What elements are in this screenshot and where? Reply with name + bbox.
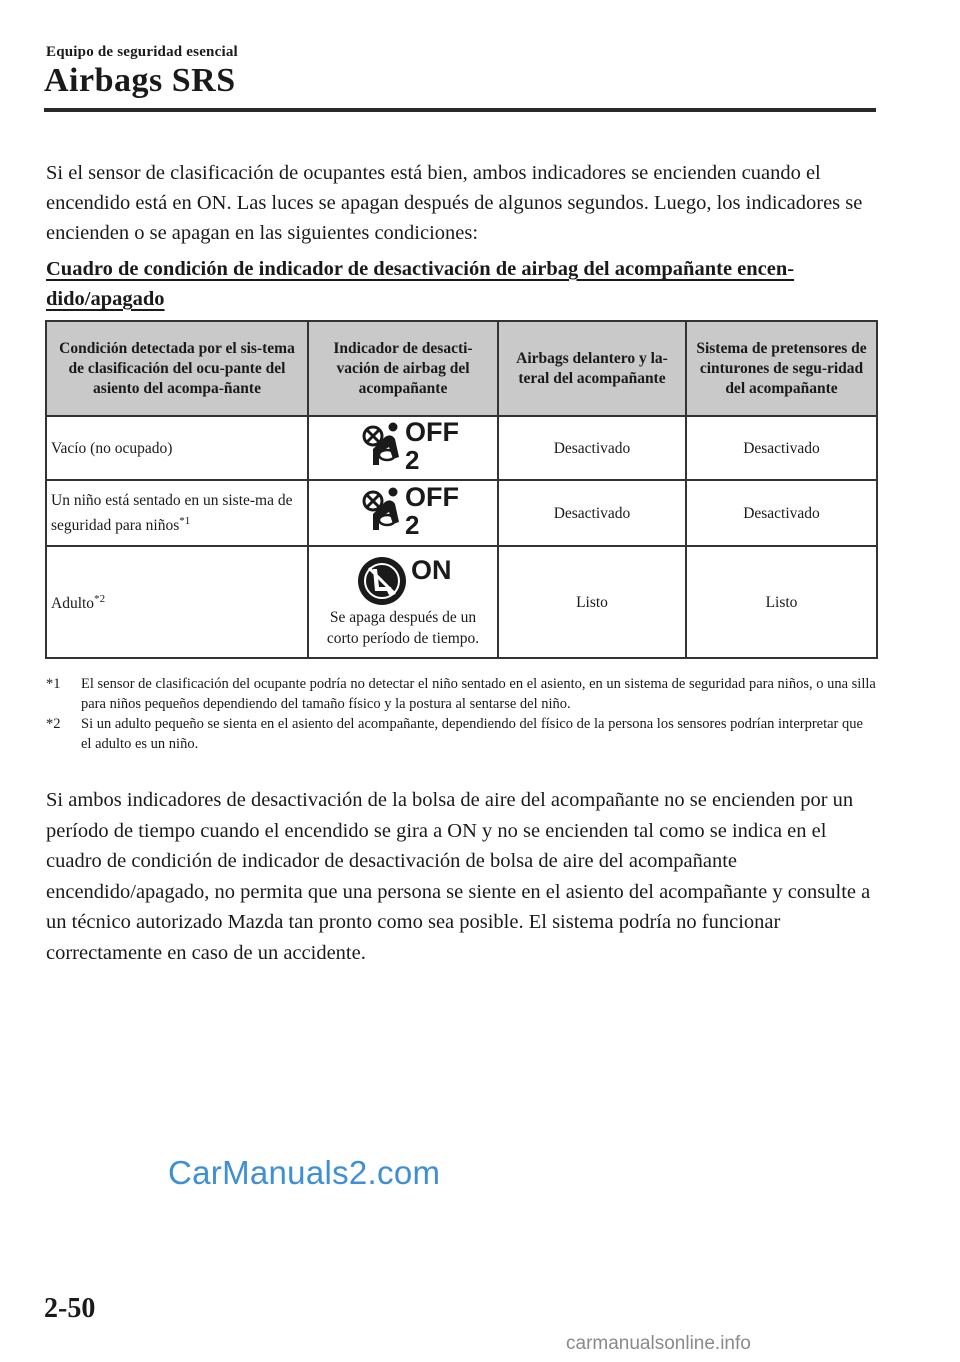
title-rule (44, 108, 876, 112)
footnote-text: El sensor de clasificación del ocupante podría no detectar el niño sentado en el asiento, en un sistema de seguridad para niños, o una silla para niños pequeños dependiendo del tamaño físico y la postura al sentarse del niño. (81, 676, 876, 712)
indicator-wrap (313, 555, 493, 649)
footnote-text: Si un adulto pequeño se sienta en el asiento del acompañante, dependiendo del físico de la persona los sensores podrían interpretar que el adulto es un niño. (81, 716, 863, 752)
table-header-row (46, 321, 877, 416)
footer-watermark: carmanualsonline.info (566, 1333, 751, 1354)
indicator-note: Se apaga después de un corto período de tiempo. (326, 609, 480, 647)
section-label: Equipo de seguridad esencial (46, 44, 238, 60)
footnote-ref: *1 (179, 514, 191, 527)
header-airbags: Airbags delantero y la-teral del acompañante (498, 321, 686, 416)
airbag-off-indicator-icon (355, 417, 459, 475)
pretensioner-cell (686, 416, 877, 480)
airbags-status: Desactivado (553, 504, 631, 522)
table-row (46, 480, 877, 546)
airbags-cell (498, 480, 686, 546)
page-number: 2-50 (44, 1293, 96, 1324)
table-row (46, 546, 877, 658)
header-condition: Condición detectada por el sis-tema de clasificación del ocu-pante del asiento del acompa-ñante (46, 321, 308, 416)
airbags-status: Listo (576, 593, 608, 611)
airbag-off-indicator-icon (355, 482, 459, 540)
airbags-cell (498, 546, 686, 658)
indicator-digit: 2 (405, 445, 420, 475)
airbags-status: Desactivado (553, 439, 631, 457)
table-row (46, 416, 877, 480)
condition-text: Adulto (51, 595, 95, 613)
indicator-cell (308, 416, 498, 480)
pretensioner-cell (686, 546, 877, 658)
footnote-item (46, 714, 876, 754)
indicator-label: OFF (405, 482, 459, 512)
footnote-mark: *1 (46, 676, 61, 692)
table-heading-text: Cuadro de condición de indicador de desactivación de airbag del acompañante encen-dido/apagado (46, 258, 795, 310)
footnote-ref: *2 (94, 593, 106, 606)
header-indicator: Indicador de desacti-vación de airbag del acompañante (308, 321, 498, 416)
pretensioner-status: Desactivado (743, 504, 820, 522)
watermark-text: CarManuals2.com (168, 1154, 441, 1191)
indicator-label: ON (411, 555, 452, 585)
pretensioner-cell (686, 480, 877, 546)
condition-cell (46, 416, 308, 480)
condition-text: Vacío (no ocupado) (51, 439, 173, 457)
condition-text: Un niño está sentado en un siste-ma de seguridad para niños (51, 491, 293, 535)
footnote-item (46, 674, 876, 714)
footnotes (46, 674, 876, 754)
indicator-digit: 2 (405, 510, 420, 540)
airbag-on-indicator-icon (355, 555, 451, 607)
condition-cell (46, 546, 308, 658)
condition-table (45, 320, 878, 659)
condition-cell (46, 480, 308, 546)
page-title: Airbags SRS (44, 62, 236, 99)
header-pretensioner: Sistema de pretensores de cinturones de segu-ridad del acompañante (686, 321, 877, 416)
pretensioner-status: Desactivado (743, 439, 820, 457)
closing-paragraph: Si ambos indicadores de desactivación de la bolsa de aire del acompañante no se encienden por un período de tiempo cuando el encendido se gira a ON y no se encienden tal como se indica en el cuadro de condición de indicador de desactivación de bolsa de aire del acompañante encendido/apagado, no permita que una persona se siente en el asiento del acompañante y consulte a un técnico autorizado Mazda tan pronto como sea posible. El sistema podría no funcionar correctamente en caso de un accidente. (46, 789, 871, 964)
intro-paragraph: Si el sensor de clasificación de ocupantes está bien, ambos indicadores se encienden cuando el encendido está en ON. Las luces se apagan después de algunos segundos. Luego, los indicadores se encienden o se apagan en las siguientes condiciones: (46, 162, 863, 244)
table-heading (46, 254, 876, 314)
footnote-mark: *2 (46, 716, 61, 732)
indicator-cell (308, 546, 498, 658)
airbags-cell (498, 416, 686, 480)
indicator-label: OFF (405, 417, 459, 447)
pretensioner-status: Listo (765, 593, 798, 611)
indicator-cell (308, 480, 498, 546)
